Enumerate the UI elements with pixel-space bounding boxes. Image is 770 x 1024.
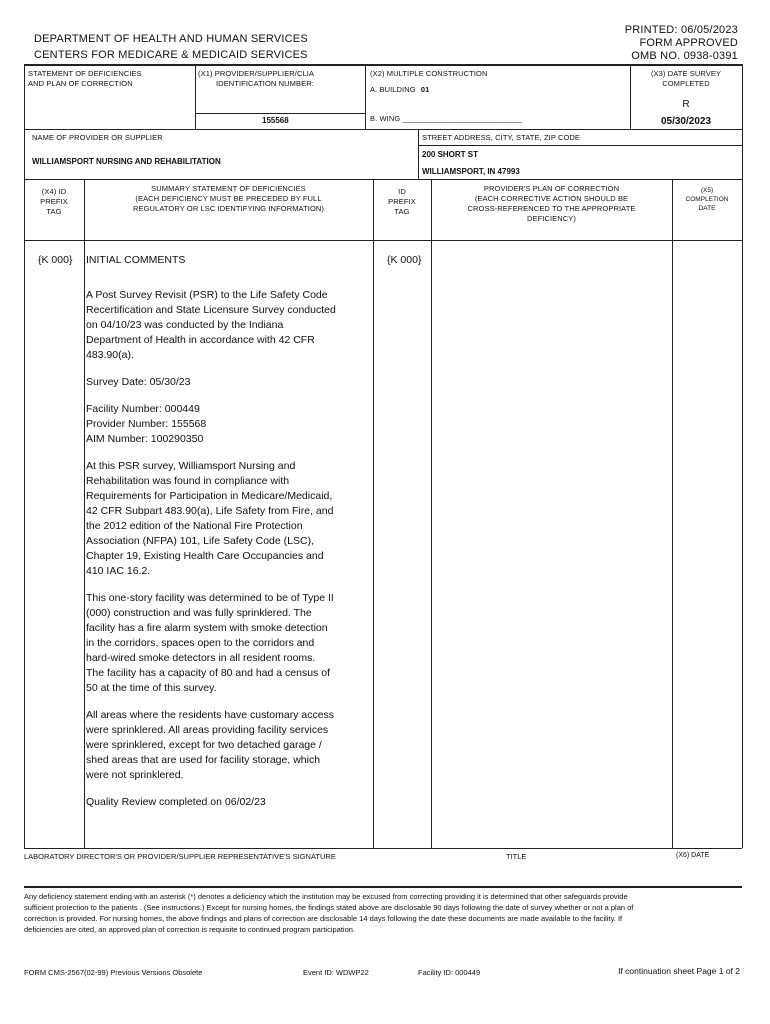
row2-mid-border	[418, 145, 742, 146]
x1-label: (X1) PROVIDER/SUPPLIER/CLIA IDENTIFICATION NUMBER:	[198, 69, 315, 88]
divider-col-plan	[672, 179, 673, 848]
facility-id: Facility ID: 000449	[418, 968, 481, 977]
department-title	[34, 33, 308, 62]
paragraph-compliance: At this PSR survey, Williamsport Nursing and Rehabilitation was found in compliance with Requirements for Participation in Medicare/Medicaid, 42 CFR Subpart 483.90(a), Life Safety from Fire, and the 2012 edition of the National Fire Protection Association (NFPA) 101, Life Safety Code (LSC), Chapter 19, Existing Health Care Occupancies and 410 IAC 16.2.	[86, 460, 334, 577]
x2-label: (X2) MULTIPLE CONSTRUCTION	[370, 69, 488, 78]
comments-body	[86, 288, 336, 822]
form-meta	[625, 24, 738, 63]
x1-value-underline	[195, 113, 365, 114]
x3-label: (X3) DATE SURVEY COMPLETED	[650, 69, 722, 88]
building-label: A. BUILDING	[370, 85, 416, 94]
summary-header: SUMMARY STATEMENT OF DEFICIENCIES (EACH DEFICIENCY MUST BE PRECEDED BY FULL REGULATORY OR LSC IDENTIFYING INFORMATION)	[132, 184, 325, 213]
border-right	[742, 64, 743, 848]
border-left	[24, 64, 25, 848]
divider-col-summary	[373, 179, 374, 848]
paragraph-quality-review: Quality Review completed on 06/02/23	[86, 796, 266, 808]
table-top-border	[24, 64, 742, 66]
divider-address	[418, 129, 419, 179]
director-signature-label: LABORATORY DIRECTOR'S OR PROVIDER/SUPPLIER REPRESENTATIVE'S SIGNATURE	[24, 852, 336, 861]
address-label: STREET ADDRESS, CITY, STATE, ZIP CODE	[422, 133, 581, 142]
paragraph-survey-date: Survey Date: 05/30/23	[86, 376, 191, 388]
divider-col-prefix	[84, 179, 85, 848]
divider-x1	[195, 64, 196, 129]
x3-survey-date: 05/30/2023	[660, 116, 712, 127]
printed-date: PRINTED: 06/05/2023	[624, 24, 738, 36]
provider-name-label: NAME OF PROVIDER OR SUPPLIER	[32, 133, 163, 142]
x3-r-mark: R	[682, 99, 690, 110]
building-field	[370, 85, 429, 95]
page-indicator: If continuation sheet Page 1 of 2	[618, 966, 740, 976]
initial-comments-heading: INITIAL COMMENTS	[86, 254, 186, 266]
row1-bottom-border	[24, 129, 742, 130]
column-header-bottom-border	[24, 240, 742, 241]
divider-col-id	[431, 179, 432, 848]
paragraph-construction: This one-story facility was determined to be of Type II (000) construction and was fully sprinklered. The facility has a fire alarm system with smoke detection in the corridors, spaces open to the corridors and hard-wired smoke detectors in all resident rooms. The facility has a capacity of 80 and had a census of 50 at the time of this survey.	[86, 592, 334, 694]
paragraph-psr: A Post Survey Revisit (PSR) to the Life Safety Code Recertification and State Licensure Survey conducted on 04/10/23 was conducted by the Indiana Department of Health in accordance with 42 CFR 483.90(a).	[86, 289, 336, 361]
city-state-zip: WILLIAMSPORT, IN 47993	[422, 167, 520, 176]
building-value: 01	[420, 85, 430, 94]
form-approved: FORM APPROVED	[639, 37, 738, 49]
omb-number: OMB NO. 0938-0391	[631, 50, 738, 62]
event-id: Event ID: WDWP22	[303, 968, 369, 977]
right-tag: {K 000}	[387, 254, 422, 266]
signature-row-top-border	[24, 848, 742, 849]
wing-field: B. WING ____________________________	[370, 114, 523, 123]
title-label: TITLE	[506, 852, 527, 861]
x4-header: (X4) ID PREFIX TAG	[40, 187, 68, 216]
x6-date-label: (X6) DATE	[676, 852, 710, 859]
street-address: 200 SHORT ST	[422, 150, 479, 159]
paragraph-facility-ids: Facility Number: 000449 Provider Number: 155568 AIM Number: 100290350	[86, 403, 207, 445]
signature-row-bottom-border	[24, 886, 742, 888]
row2-bottom-border	[24, 179, 742, 180]
form-number: FORM CMS-2567(02-99) Previous Versions Obsolete	[24, 968, 203, 977]
plan-header: PROVIDER'S PLAN OF CORRECTION (EACH CORRECTIVE ACTION SHOULD BE CROSS-REFERENCED TO THE APPROPRIATE DEFICIENCY)	[467, 184, 636, 223]
paragraph-sprinklers: All areas where the residents have customary access were sprinklered. All areas providing facility services were sprinklered, except for two detached garage / shed areas that are used for facility storage, which were not sprinklered.	[86, 709, 335, 781]
department-line-1: DEPARTMENT OF HEALTH AND HUMAN SERVICES	[34, 33, 308, 45]
x1-provider-number: 155568	[262, 116, 289, 125]
department-line-2: CENTERS FOR MEDICARE & MEDICAID SERVICES	[34, 49, 308, 61]
statement-label: STATEMENT OF DEFICIENCIES AND PLAN OF CORRECTION	[28, 69, 142, 88]
divider-x2	[365, 64, 366, 129]
provider-name: WILLIAMSPORT NURSING AND REHABILITATION	[32, 157, 221, 166]
id-header: ID PREFIX TAG	[388, 187, 416, 216]
disclosure-note: Any deficiency statement ending with an asterisk (*) denotes a deficiency which the institution may be excused from correcting providing it is determined that other safeguards provide sufficient protection to the patients . (See instructions.) Except for nursing homes, the findings stated above are disclosable 90 days following the date of survey whether or not a plan of correction is provided. For nursing homes, the above findings and plans of correction are disclosable 14 days following the date these documents are made available to the facility. If deficiencies are cited, an approved plan of correction is requisite to continued program participation.	[24, 892, 634, 934]
x5-header: (X5) COMPLETION DATE	[685, 187, 729, 212]
divider-x3	[630, 64, 631, 129]
left-tag: {K 000}	[38, 254, 73, 266]
